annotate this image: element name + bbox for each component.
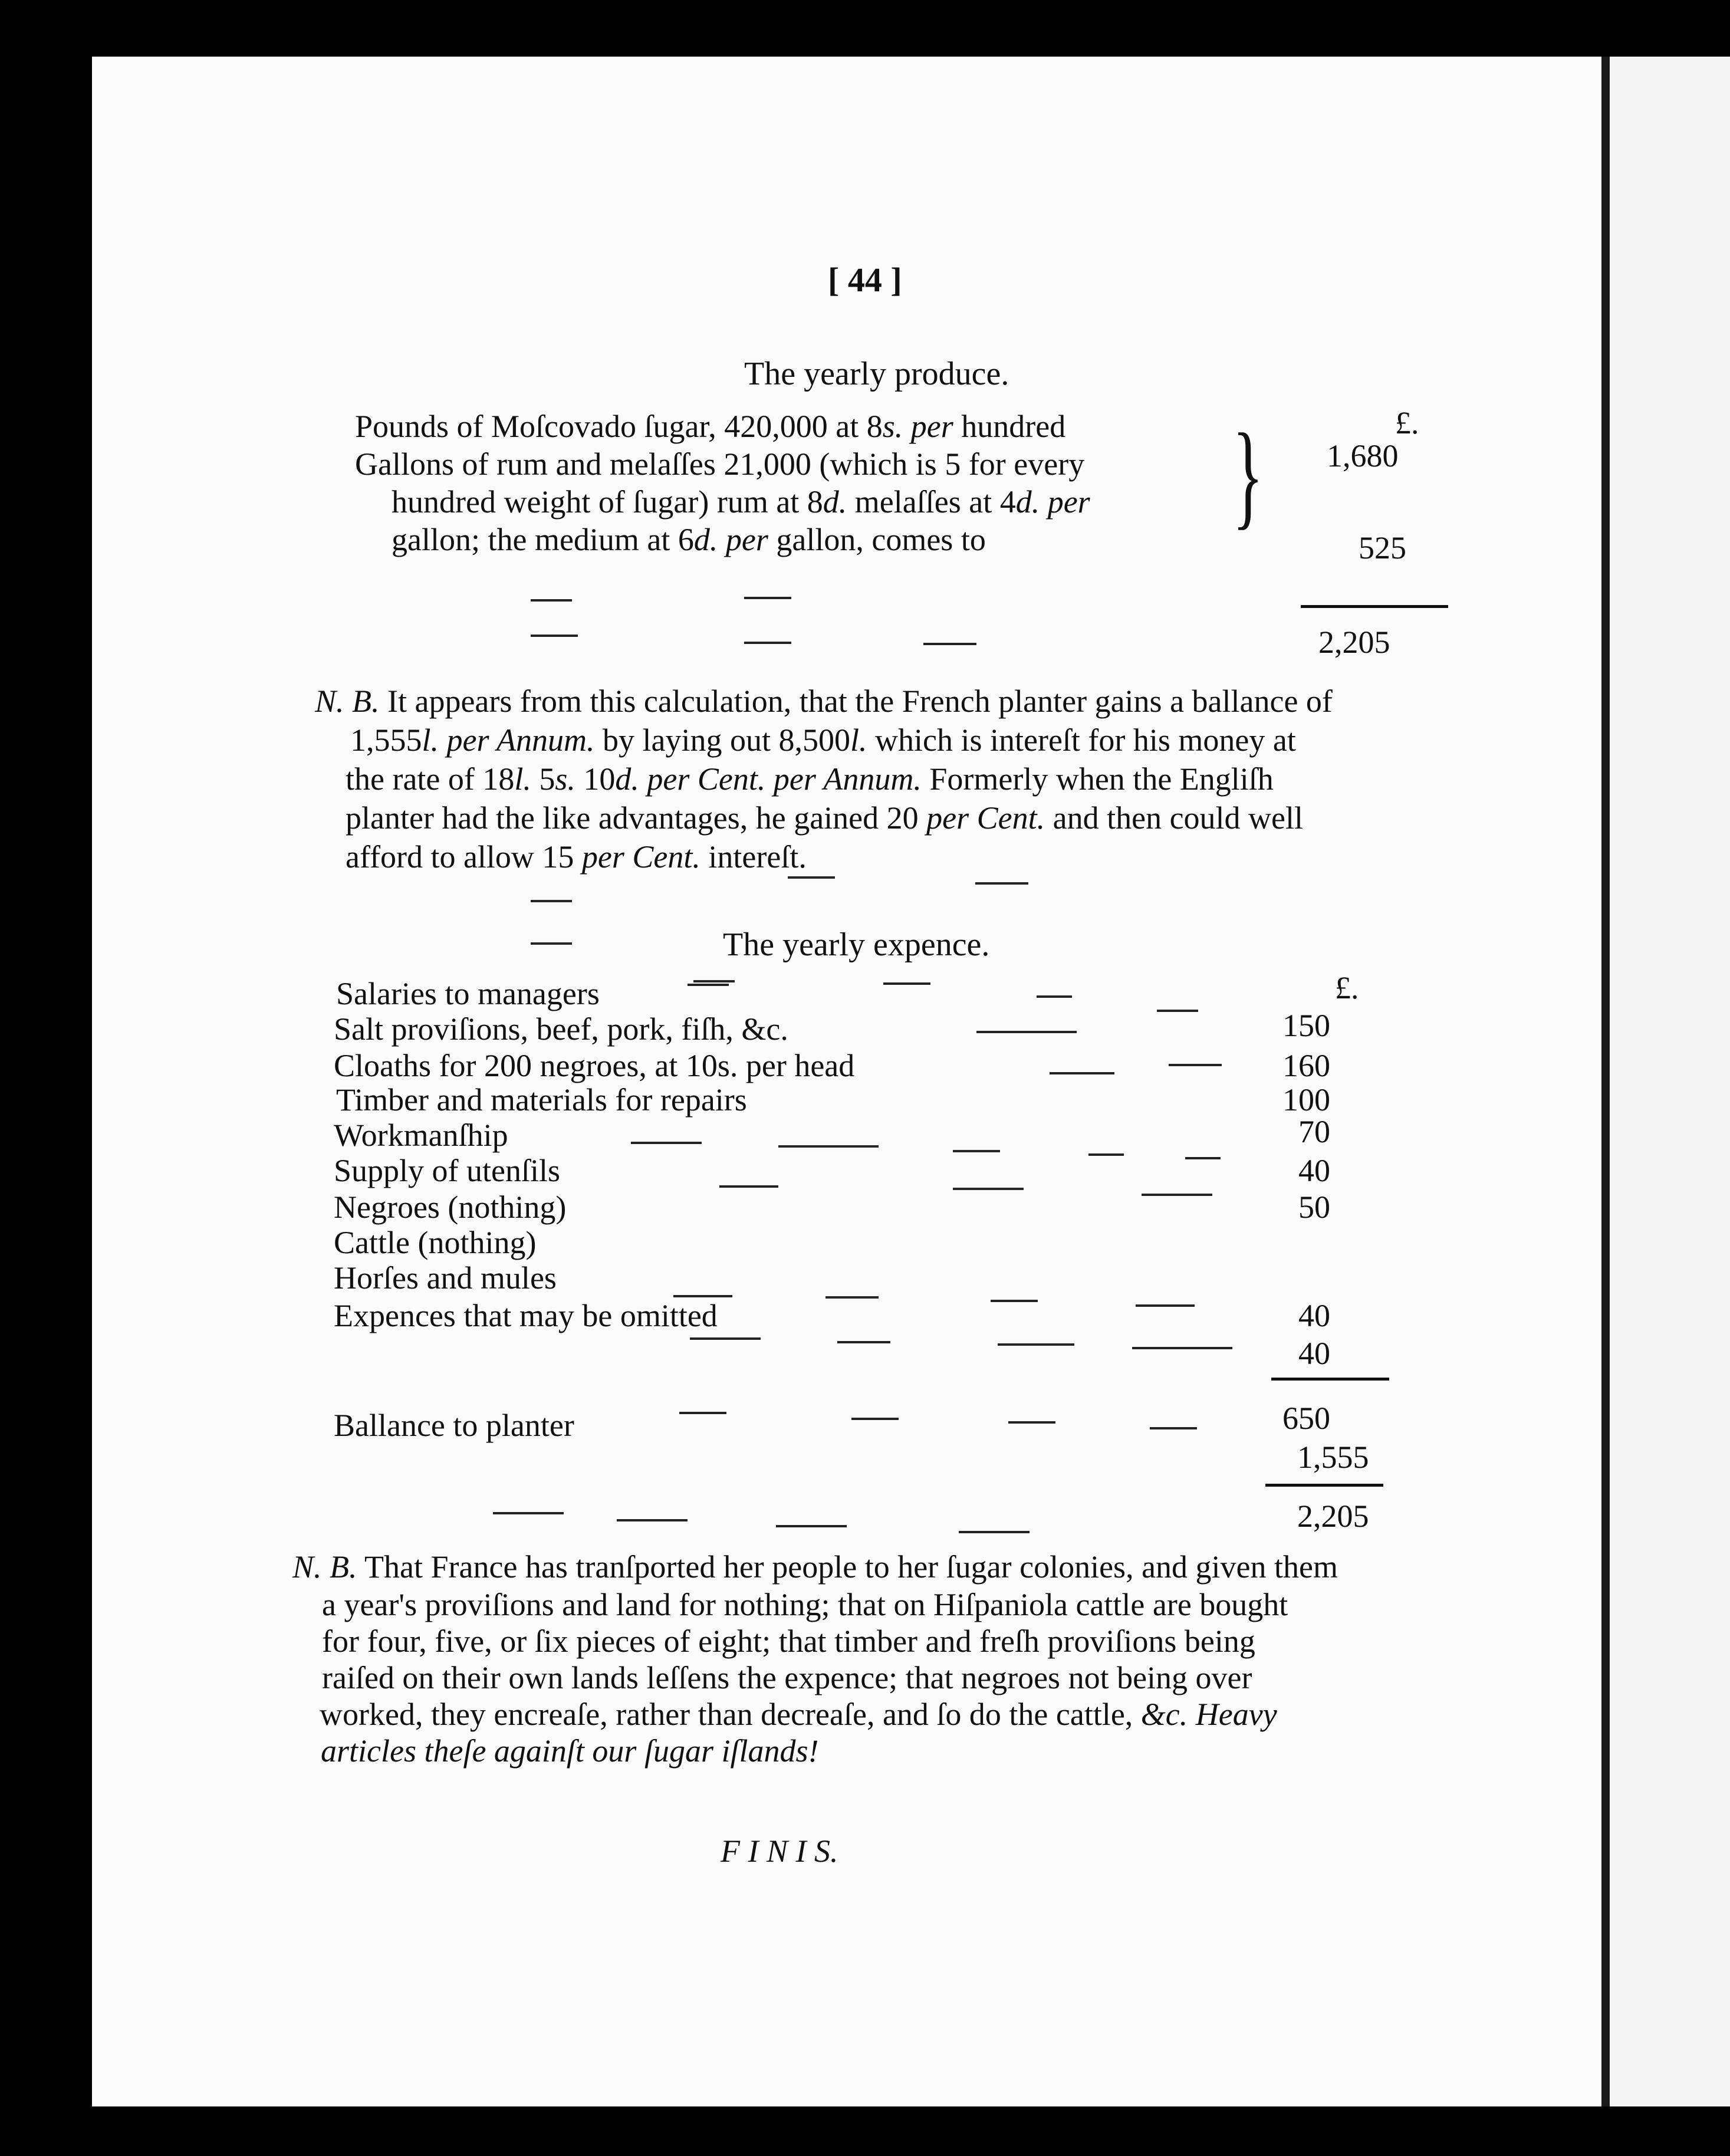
decorative-dash xyxy=(1088,1153,1124,1156)
right-brace-icon: } xyxy=(1232,410,1264,540)
decorative-dash xyxy=(1050,1072,1114,1074)
expence-item-amount: 50 xyxy=(1298,1189,1330,1225)
decorative-dash xyxy=(778,1145,879,1148)
nb2-line-2: a year's proviſions and land for nothing; that on Hiſpaniola cattle are bought xyxy=(322,1587,1288,1622)
expence-item-amount: 40 xyxy=(1298,1153,1330,1188)
decorative-dash xyxy=(531,599,572,602)
nb1-line-2: 1,555l. per Annum. by laying out 8,500l. which is intereſt for his money at xyxy=(350,722,1296,758)
expence-item-label: Timber and materials for repairs xyxy=(336,1082,747,1118)
book-page xyxy=(92,57,1601,2106)
sum-rule xyxy=(1265,1484,1383,1487)
decorative-dash xyxy=(1037,995,1072,998)
produce-amount-rum: 525 xyxy=(1359,530,1406,566)
expence-heading: The yearly expence. xyxy=(723,926,990,963)
nb2-line-5: worked, they encreaſe, rather than decreaſe, and ſo do the cattle, &c. Heavy xyxy=(320,1697,1277,1732)
decorative-dash xyxy=(690,1337,761,1340)
ballance-amount: 1,555 xyxy=(1297,1439,1369,1475)
expence-item-label: Cloaths for 200 negroes, at 10s. per head xyxy=(334,1048,855,1083)
expence-item-amount: 70 xyxy=(1298,1114,1330,1149)
produce-line-3: hundred weight of ſugar) rum at 8d. melaſſes at 4d. per xyxy=(392,484,1090,520)
finis: F I N I S. xyxy=(721,1833,838,1869)
decorative-dash xyxy=(493,1512,564,1514)
sum-rule xyxy=(1301,605,1448,608)
decorative-dash xyxy=(679,1412,726,1414)
decorative-dash xyxy=(923,643,976,645)
expence-item-label: Salaries to managers xyxy=(336,976,600,1011)
decorative-dash xyxy=(531,900,572,902)
decorative-dash xyxy=(1142,1194,1212,1196)
nb1-line-5: afford to allow 15 per Cent. intereſt. xyxy=(346,839,807,875)
decorative-dash xyxy=(531,635,578,637)
decorative-dash xyxy=(631,1142,702,1144)
expence-item-label: Supply of utenſils xyxy=(334,1153,561,1188)
expence-item-amount: 100 xyxy=(1282,1082,1330,1118)
produce-heading: The yearly produce. xyxy=(744,356,1009,392)
decorative-dash xyxy=(1132,1347,1232,1349)
ballance-label: Ballance to planter xyxy=(334,1408,574,1443)
nb2-line-4: raiſed on their own lands leſſens the expence; that negroes not being over xyxy=(322,1660,1252,1695)
expence-total: 2,205 xyxy=(1297,1498,1369,1534)
page-number: [ 44 ] xyxy=(828,261,902,299)
produce-total: 2,205 xyxy=(1318,625,1390,660)
expence-item-amount: 150 xyxy=(1282,1008,1330,1043)
decorative-dash xyxy=(1157,1010,1198,1012)
nb2-line-1: N. B. That France has tranſported her people to her ſugar colonies, and given them xyxy=(292,1549,1338,1585)
decorative-dash xyxy=(1185,1157,1221,1159)
decorative-dash xyxy=(991,1300,1038,1302)
decorative-dash xyxy=(959,1531,1030,1533)
decorative-dash xyxy=(688,984,729,986)
decorative-dash xyxy=(975,882,1028,885)
nb2-line-3: for four, five, or ſix pieces of eight; that timber and freſh proviſions being xyxy=(322,1623,1255,1659)
nb2-line-6: articles theſe againſt our ſugar iſlands! xyxy=(321,1733,819,1769)
expence-item-label: Cattle (nothing) xyxy=(334,1225,537,1260)
decorative-dash xyxy=(851,1418,899,1420)
produce-line-1: Pounds of Moſcovado ſugar, 420,000 at 8s. per hundred xyxy=(355,409,1066,444)
decorative-dash xyxy=(837,1341,890,1343)
produce-amount-sugar: 1,680 xyxy=(1327,438,1399,474)
produce-line-4: gallon; the medium at 6d. per gallon, comes to xyxy=(392,522,986,557)
decorative-dash xyxy=(998,1343,1074,1346)
decorative-dash xyxy=(617,1519,688,1521)
decorative-dash xyxy=(673,1295,732,1297)
expence-item-label: Expences that may be omitted xyxy=(334,1298,718,1333)
decorative-dash xyxy=(1169,1064,1222,1066)
nb1-line-1: N. B. It appears from this calculation, that the French planter gains a ballance of xyxy=(315,683,1333,719)
decorative-dash xyxy=(825,1296,879,1299)
expence-item-amount: 40 xyxy=(1298,1336,1330,1371)
expence-item-amount: 160 xyxy=(1282,1048,1330,1083)
decorative-dash xyxy=(788,876,835,879)
decorative-dash xyxy=(953,1150,1000,1152)
decorative-dash xyxy=(744,597,791,599)
sum-rule xyxy=(1271,1378,1389,1381)
decorative-dash xyxy=(1150,1427,1197,1429)
expence-item-label: Workmanſhip xyxy=(334,1118,508,1153)
decorative-dash xyxy=(1008,1421,1055,1424)
decorative-dash xyxy=(719,1185,778,1188)
decorative-dash xyxy=(531,942,572,945)
expence-subtotal: 650 xyxy=(1282,1401,1330,1436)
decorative-dash xyxy=(976,1031,1077,1033)
nb1-line-4: planter had the like advantages, he gained 20 per Cent. and then could well xyxy=(346,800,1304,836)
decorative-dash xyxy=(1136,1304,1195,1307)
expence-item-label: Horſes and mules xyxy=(334,1260,557,1296)
produce-line-2: Gallons of rum and melaſſes 21,000 (which is 5 for every xyxy=(355,446,1085,482)
produce-currency: £. xyxy=(1395,405,1419,441)
decorative-dash xyxy=(883,982,930,985)
facing-page-edge xyxy=(1601,57,1730,2106)
expence-item-label: Negroes (nothing) xyxy=(334,1189,567,1225)
decorative-dash xyxy=(776,1525,847,1527)
decorative-dash xyxy=(953,1188,1024,1190)
decorative-dash xyxy=(693,980,735,982)
expence-item-label: Salt proviſions, beef, pork, fiſh, &c. xyxy=(334,1011,788,1047)
nb1-line-3: the rate of 18l. 5s. 10d. per Cent. per Annum. Formerly when the Engliſh xyxy=(346,761,1274,797)
expence-currency: £. xyxy=(1335,970,1359,1005)
decorative-dash xyxy=(744,642,791,644)
expence-item-amount: 40 xyxy=(1298,1298,1330,1333)
